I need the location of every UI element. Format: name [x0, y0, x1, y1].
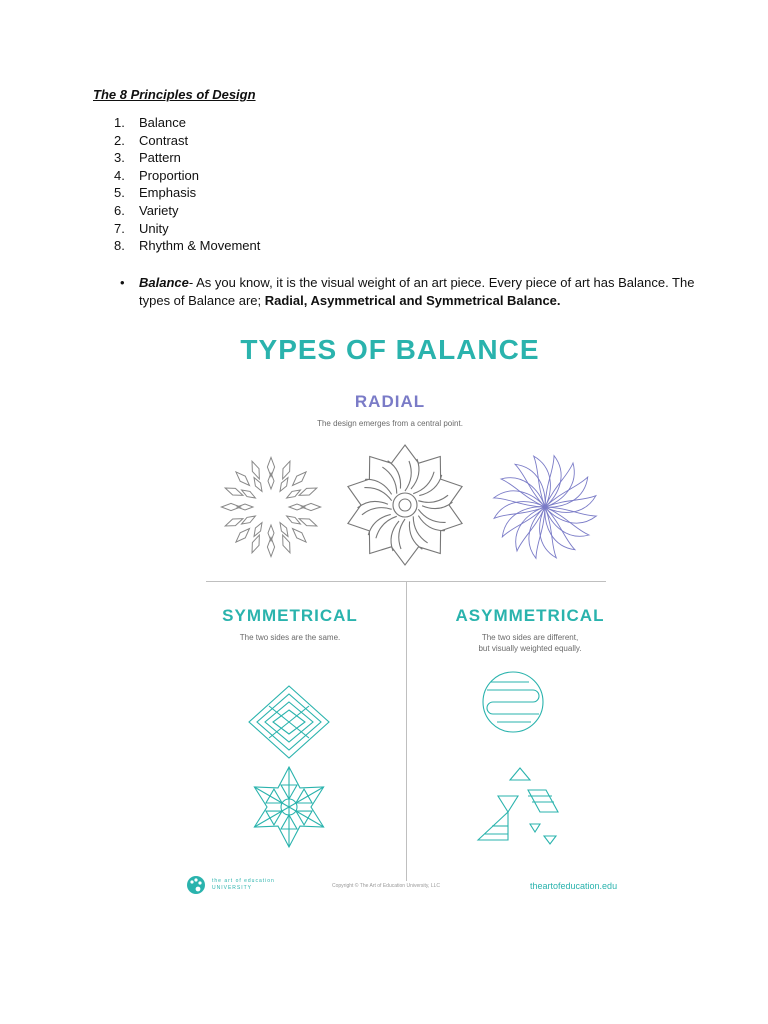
- radial-description: The design emerges from a central point.: [317, 419, 463, 428]
- balance-paragraph: [139, 274, 699, 310]
- vertical-divider: [406, 581, 407, 881]
- list-item: 6. Variety: [114, 202, 179, 218]
- symmetrical-knot-motif-icon: [244, 682, 334, 762]
- bullet-icon: •: [120, 275, 125, 290]
- radial-heading: RADIAL: [354, 392, 426, 411]
- balance-term: Balance: [139, 275, 189, 290]
- radial-star-motif-icon: [340, 440, 470, 570]
- infographic-footer: [160, 872, 620, 902]
- asymmetrical-heading: ASYMMETRICAL: [455, 606, 605, 625]
- logo-text: the art of education UNIVERSITY: [212, 878, 275, 891]
- palette-logo-icon: [186, 875, 206, 895]
- symmetrical-description: The two sides are the same.: [239, 633, 341, 642]
- balance-body: - As you know, it is the visual weight of an art piece. Every piece of art has Balance. The types of Balance are;: [139, 275, 695, 308]
- asymmetrical-circle-motif-icon: [478, 667, 548, 737]
- radial-petal-motif-icon: [216, 452, 326, 562]
- list-item: 8. Rhythm & Movement: [114, 238, 261, 254]
- list-item: 3. Pattern: [114, 150, 181, 166]
- asymmetrical-triangles-motif-icon: [468, 762, 568, 852]
- document-title: The 8 Principles of Design: [93, 87, 256, 102]
- list-item: 5. Emphasis: [114, 185, 197, 201]
- principles-list: [114, 114, 260, 255]
- radial-swirl-motif-icon: [490, 452, 600, 562]
- list-item: 1. Balance: [114, 115, 186, 130]
- symmetrical-heading: SYMMETRICAL: [222, 606, 358, 625]
- asymmetrical-description: The two sides are different, but visually weighted equally.: [478, 633, 582, 653]
- list-item: 2. Contrast: [114, 132, 189, 148]
- list-item: 4. Proportion: [114, 167, 199, 183]
- infographic-title: TYPES OF BALANCE: [240, 334, 540, 365]
- list-item: 7. Unity: [114, 220, 169, 236]
- symmetrical-star-motif-icon: [244, 762, 334, 852]
- balance-types: Radial, Asymmetrical and Symmetrical Balance.: [264, 293, 561, 308]
- website-link[interactable]: theartofeducation.edu: [530, 881, 618, 891]
- copyright-text: Copyright © The Art of Education University, LLC: [332, 883, 440, 889]
- types-of-balance-infographic: [160, 322, 620, 912]
